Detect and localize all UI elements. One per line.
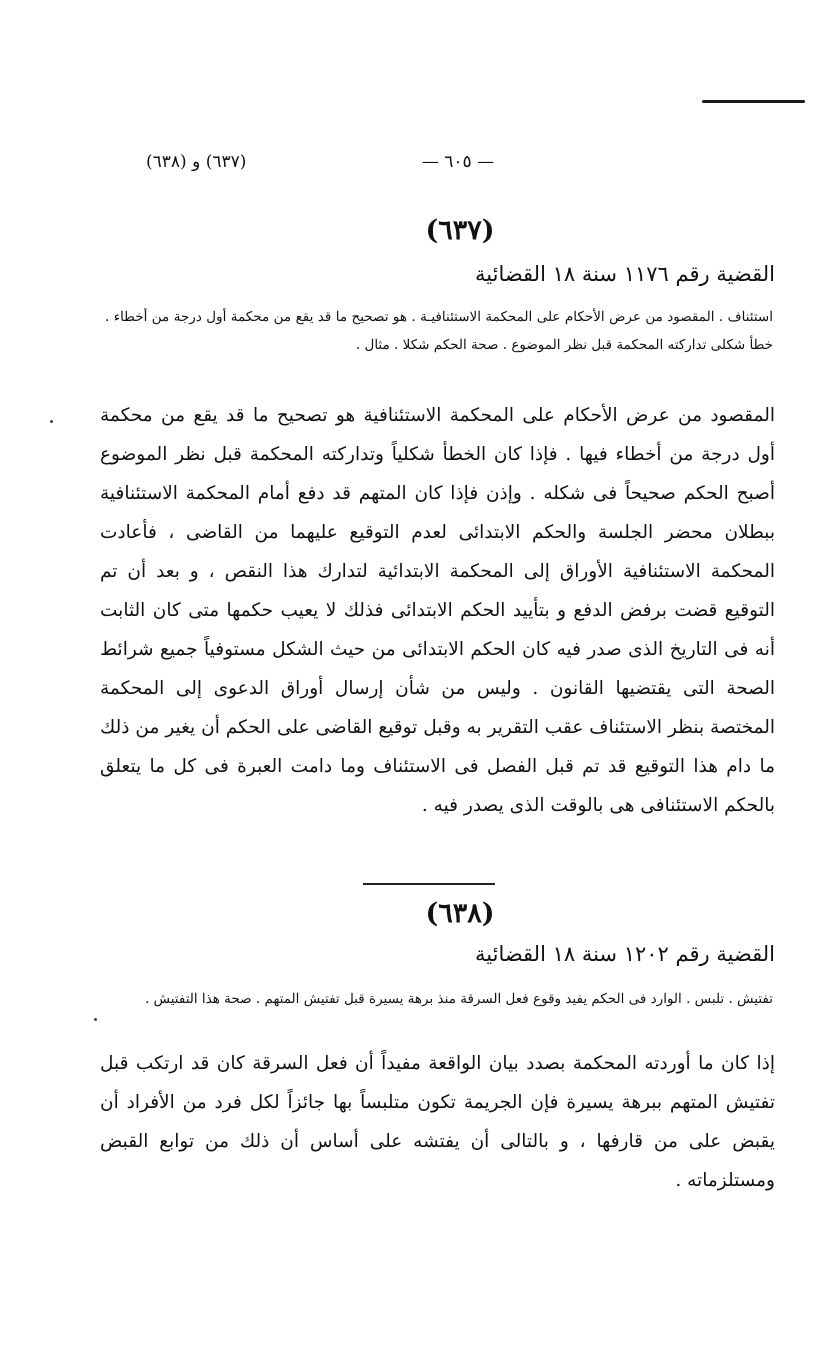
page-number: — ٦٠٥ —: [421, 152, 495, 172]
margin-speck: [50, 420, 53, 423]
case-number-638: (٦٣٨): [425, 898, 495, 929]
running-head-case-range: (٦٣٧) و (٦٣٨): [146, 152, 247, 172]
case-summary-637: استئناف . المقصود من عرض الأحكام على المحكمة الاستئنافيـة . هو تصحيح ما قد يقع من محكمة أول درجة من أخطاء . خطأ شكلى تداركته المحكمة قبل نظر الموضوع . صحة الحكم شكلا . مثال .: [105, 309, 773, 353]
case-body-637: المقصود من عرض الأحكام على المحكمة الاستئنافية هو تصحيح ما قد يقع من محكمة أول درجة من أخطاء فيها . فإذا كان الخطأ شكلياً وتداركته المحكمة قبل نظر الموضوع أصبح الحكم صحيحاً فى شكله . وإذن فإذا كان المتهم قد دفع أمام المحكمة الاستئنافية ببطلان محضر الجلسة والحكم الابتدائى لعدم التوقيع عليهما من القاضى ، فأعادت المحكمة الاستئنافية الأوراق إلى المحكمة الابتدائية لتدارك هذا النقص ، و بعد أن تم التوقيع قضت برفض الدفع و بتأييد الحكم الابتدائى فذلك لا يعيب حكمها متى كان الثابت أنه فى التاريخ الذى صدر فيه كان الحكم الابتدائى من حيث الشكل مستوفياً جميع شرائط الصحة التى يقتضيها القانون . وليس من شأن إرسال أوراق الدعوى إلى المحكمة المختصة بنظر الاستئناف عقب التقرير به وقبل توقيع القاضى على الحكم أن يغير من ذلك ما دام هذا التوقيع قد تم قبل الفصل فى الاستئناف وما دامت العبرة فى كل ما يتعلق بالحكم الاستئنافى هى بالوقت الذى يصدر فيه .: [100, 405, 775, 816]
margin-speck: [94, 1018, 97, 1021]
case-title-637: القضية رقم ١١٧٦ سنة ١٨ القضائية: [475, 262, 775, 286]
corner-rule: [702, 100, 805, 103]
section-separator: [363, 883, 495, 885]
case-number-637: (٦٣٧): [425, 215, 495, 246]
case-summary-638: تفتيش . تلبس . الوارد فى الحكم يفيد وقوع فعل السرقة منذ برهة يسيرة قبل تفتيش المتهم . صحة هذا التفتيش .: [144, 991, 773, 1007]
case-title-638: القضية رقم ١٢٠٢ سنة ١٨ القضائية: [475, 942, 775, 966]
case-body-638: إذا كان ما أوردته المحكمة بصدد بيان الواقعة مفيداً أن فعل السرقة كان قد ارتكب قبل تفتيش المتهم ببرهة يسيرة فإن الجريمة تكون متلبساً بها جائزاً لكل فرد من الأفراد أن يقبض على من قارفها ، و بالتالى أن يفتشه على أساس أن ذلك من توابع القبض ومستلزماته .: [100, 1053, 775, 1191]
